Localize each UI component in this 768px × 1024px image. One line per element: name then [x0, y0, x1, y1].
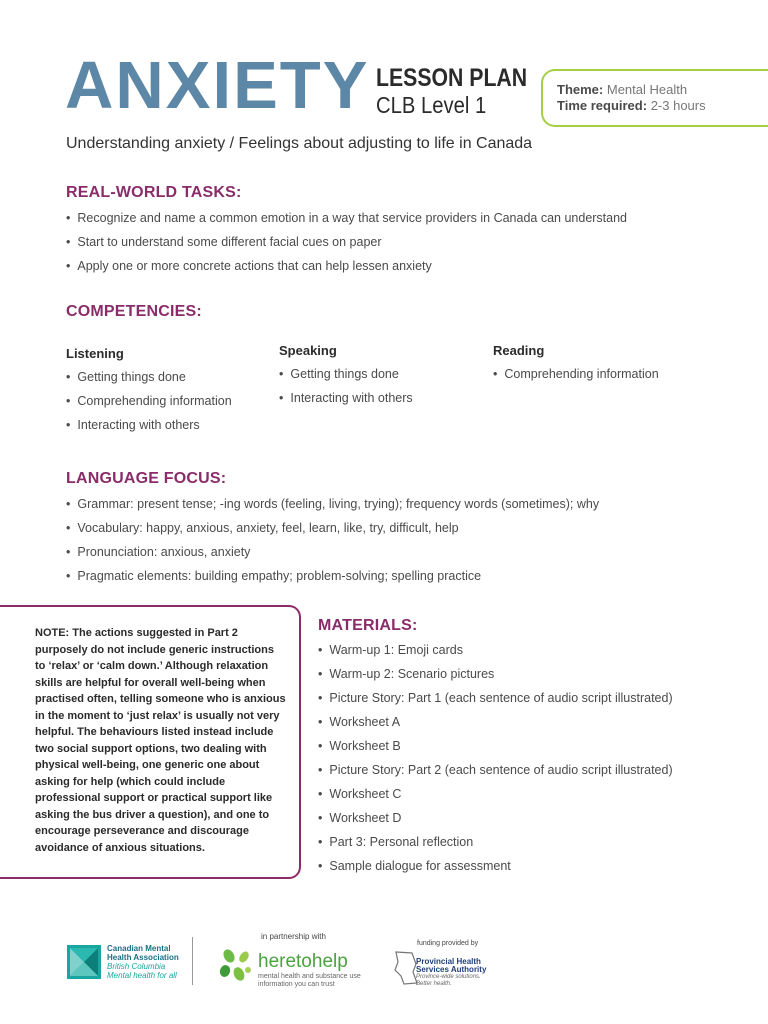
footer-divider [192, 937, 193, 985]
cmha-tagline: Mental health for all [107, 971, 177, 980]
document-title: ANXIETY [65, 48, 370, 123]
material-item: • Worksheet D [318, 811, 401, 825]
speaking-item: • Interacting with others [279, 391, 413, 405]
material-item: • Picture Story: Part 2 (each sentence of audio script illustrated) [318, 763, 673, 777]
language-focus-item: • Pronunciation: anxious, anxiety [66, 545, 250, 559]
competencies-heading: COMPETENCIES: [66, 303, 202, 320]
task-item: • Apply one or more concrete actions that can help lessen anxiety [66, 259, 432, 273]
language-focus-item: • Vocabulary: happy, anxious, anxiety, feel, learn, like, try, difficult, help [66, 521, 459, 535]
task-item: • Recognize and name a common emotion in a way that service providers in Canada can understand [66, 211, 627, 225]
materials-heading: MATERIALS: [318, 617, 418, 634]
material-item: • Sample dialogue for assessment [318, 859, 511, 873]
material-item: • Warm-up 2: Scenario pictures [318, 667, 494, 681]
listening-heading: Listening [66, 346, 124, 361]
listening-item: • Interacting with others [66, 418, 200, 432]
material-item: • Part 3: Personal reflection [318, 835, 473, 849]
heretohelp-wordmark: heretohelp [258, 951, 348, 972]
phsa-name-line1: Provincial Health [416, 957, 481, 966]
clb-level-label: CLB Level 1 [376, 92, 487, 118]
reading-heading: Reading [493, 343, 545, 358]
language-focus-heading: LANGUAGE FOCUS: [66, 470, 227, 487]
task-item: • Start to understand some different facial cues on paper [66, 235, 382, 249]
time-value: 2-3 hours [650, 98, 706, 113]
time-line [557, 99, 706, 112]
subtitle: Understanding anxiety / Feelings about adjusting to life in Canada [66, 135, 533, 152]
language-focus-item: • Grammar: present tense; -ing words (feeling, living, trying); frequency words (sometimes); why [66, 497, 599, 511]
time-label: Time required: [557, 98, 648, 113]
material-item: • Warm-up 1: Emoji cards [318, 643, 463, 657]
phsa-tagline-2: Better health. [416, 981, 452, 987]
cmha-logo-icon [67, 945, 101, 979]
material-item: • Worksheet B [318, 739, 401, 753]
real-world-tasks-heading: REAL-WORLD TASKS: [66, 184, 242, 201]
listening-item: • Getting things done [66, 370, 186, 384]
theme-value: Mental Health [606, 82, 688, 97]
speaking-heading: Speaking [279, 343, 337, 358]
language-focus-item: • Pragmatic elements: building empathy; problem-solving; spelling practice [66, 569, 481, 583]
partnership-label: in partnership with [261, 932, 326, 941]
heretohelp-tagline-1: mental health and substance use [258, 973, 361, 980]
speaking-item: • Getting things done [279, 367, 399, 381]
theme-line [557, 83, 687, 96]
heretohelp-tagline-2: information you can trust [258, 981, 335, 988]
phsa-tagline-1: Province-wide solutions. [416, 974, 481, 980]
lesson-plan-label: LESSON PLAN [376, 64, 528, 92]
note-text: NOTE: The actions suggested in Part 2 purposely do not include generic instructions to ‘relax’ or ‘calm down.’ Although relaxation skills are helpful for overall well-being when practised often, telling someone who is anxious in the moment to ‘just relax’ is usually not very helpful. The behaviours listed instead include two social support options, two dealing with physical well-being, one generic one about asking for help (which could include professional support or practical support like asking the bus driver a question), and one to encourage perseverance and discourage avoidance of anxious situations. [35, 627, 286, 854]
cmha-name-line1: Canadian Mental [107, 944, 171, 953]
cmha-name-line3: British Columbia [107, 962, 166, 971]
phsa-name-line2: Services Authority [416, 965, 487, 974]
funding-label: funding provided by [417, 940, 479, 947]
heretohelp-leaf-icon [217, 947, 255, 985]
cmha-name-line2: Health Association [107, 953, 179, 962]
reading-item: • Comprehending information [493, 367, 659, 381]
listening-item: • Comprehending information [66, 394, 232, 408]
material-item: • Worksheet A [318, 715, 400, 729]
material-item: • Picture Story: Part 1 (each sentence of audio script illustrated) [318, 691, 673, 705]
theme-label: Theme: [557, 82, 604, 97]
material-item: • Worksheet C [318, 787, 401, 801]
bc-map-icon [392, 950, 418, 986]
